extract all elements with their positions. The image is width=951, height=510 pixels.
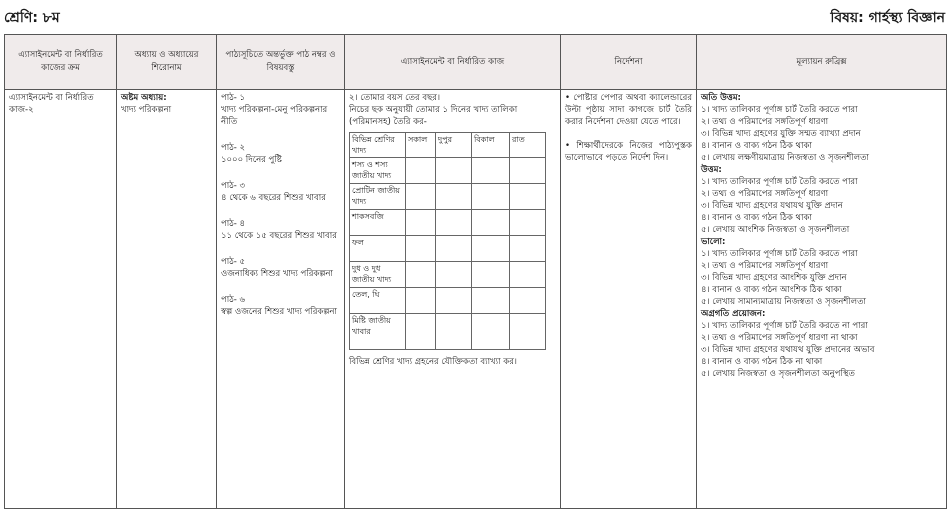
chapter-cell [117, 90, 217, 509]
chapter-number: অষ্টম অধ্যায়: [121, 93, 167, 103]
table-row [5, 90, 947, 509]
rubric-criterion: ৪। বানান ও বাক্য গঠন আংশিক ঠিক থাকা [701, 285, 842, 295]
rubric-criterion: ৫। লেখায় নিজস্বতা ও সৃজনশীলতা অনুপস্থিত [701, 369, 855, 379]
lesson-title: ১০০০ দিনের পুষ্টি [221, 155, 282, 165]
meal-plan-row [350, 314, 546, 350]
rubric-criterion: ১। খাদ্য তালিকার পূর্ণাঙ্গ চার্ট তৈরি করতে পারা [701, 249, 858, 259]
chapter-title: খাদ্য পরিকল্পনা [121, 105, 172, 115]
lesson-item [221, 92, 340, 128]
meal-plan-food-group: মিষ্টি জাতীয় খাবার [350, 314, 406, 350]
col-header-instructions: নির্দেশনা [561, 35, 697, 90]
rubric-criterion: ১। খাদ্য তালিকার পূর্ণাঙ্গ চার্ট তৈরি করতে পারা [701, 105, 858, 115]
rubric-level [701, 308, 942, 380]
subject-label: বিষয়: গার্হস্থ্য বিজ্ঞান [830, 10, 945, 26]
table-header-row [5, 35, 947, 90]
lesson-number: পাঠ- ৩ [221, 181, 246, 191]
meal-plan-header: সকাল [406, 133, 436, 158]
lesson-item [221, 180, 340, 204]
meal-plan-row [350, 262, 546, 288]
rubric-criterion: ৫। লেখায় আংশিক নিজস্বতা ও সৃজনশীলতা [701, 225, 850, 235]
meal-plan-food-group: শস্য ও শস্য জাতীয় খাদ্য [350, 158, 406, 184]
lesson-number: পাঠ- ২ [221, 143, 246, 153]
meal-plan-header-row [350, 133, 546, 158]
assignment-number: এ্যাসাইনমেন্ট বা নির্ধারিত কাজ-২ [9, 93, 94, 115]
task-explanation: বিভিন্ন শ্রেণির খাদ্য গ্রহনের যৌক্তিকতা ব্যাখ্যা কর। [349, 357, 517, 367]
rubric-criterion: ৪। বানান ও বাক্য গঠন ঠিক থাকা [701, 213, 812, 223]
instruction-item: • পোষ্টার পেপার অথবা ক্যালেন্ডারের উল্টা পৃষ্ঠায় সাদা কাগজে চার্ট তৈরি করার নির্দেশনা দেওয়া যেতে পারে। [565, 93, 692, 127]
lesson-title: ওজনাধিক্য শিশুর খাদ্য পরিকল্পনা [221, 269, 333, 279]
rubric-criterion: ৩। বিভিন্ন খাদ্য গ্রহণের যথাযথ যুক্তি প্রদানের অভাব [701, 345, 875, 355]
lesson-title: ১১ থেকে ১৫ বছরের শিশুর খাবার [221, 231, 337, 241]
lesson-title: ৪ থেকে ৬ বছরের শিশুর খাবার [221, 193, 326, 203]
col-header-rubrics: মূল্যায়ন রুব্রিক্স [697, 35, 947, 90]
meal-plan-row [350, 236, 546, 262]
lesson-number: পাঠ- ৫ [221, 257, 246, 267]
meal-plan-food-group: প্রোটিন জাতীয় খাদ্য [350, 184, 406, 210]
lesson-number: পাঠ- ১ [221, 93, 246, 103]
rubric-level [701, 236, 942, 308]
meal-plan-header: বিকাল [472, 133, 510, 158]
lesson-number: পাঠ- ৪ [221, 219, 246, 229]
rubric-criterion: ২। তথ্য ও পরিমাপের সঙ্গতিপূর্ণ ধারণা না থাকা [701, 333, 858, 343]
rubric-level-title: উত্তম: [701, 165, 722, 175]
rubrics-cell [697, 90, 947, 509]
rubric-criterion: ৪। বানান ও বাক্য গঠন ঠিক থাকা [701, 141, 812, 151]
lessons-cell [217, 90, 345, 509]
task-instruction: নিচের ছক অনুযায়ী তোমার ১ দিনের খাদ্য তালিকা (পরিমানসহ) তৈরি কর- [349, 105, 518, 127]
meal-plan-header: বিভিন্ন শ্রেণির খাদ্য [350, 133, 406, 158]
rubric-criterion: ২। তথ্য ও পরিমাপের সঙ্গতিপূর্ণ ধারণা [701, 261, 829, 271]
rubric-criterion: ২। তথ্য ও পরিমাপের সঙ্গতিপূর্ণ ধারণা [701, 189, 829, 199]
col-header-assignment: এ্যাসাইনমেন্ট বা নির্ধারিত কাজের ক্রম [5, 35, 117, 90]
lesson-item [221, 256, 340, 280]
rubric-level-title: অগ্রগতি প্রয়োজন: [701, 309, 766, 319]
lesson-number: পাঠ- ৬ [221, 295, 246, 305]
col-header-task: এ্যাসাইনমেন্ট বা নির্ধারিত কাজ [345, 35, 561, 90]
meal-plan-food-group: শাকসবজি [350, 210, 406, 236]
lesson-title: স্বল্প ওজনের শিশুর খাদ্য পরিকল্পনা [221, 307, 337, 317]
rubric-level-title: ভালো: [701, 237, 726, 247]
rubric-criterion: ৩। বিভিন্ন খাদ্য গ্রহণের আংশিক যুক্তি প্রদান [701, 273, 847, 283]
meal-plan-row [350, 184, 546, 210]
lesson-item [221, 218, 340, 242]
meal-plan-row [350, 210, 546, 236]
meal-plan-table [349, 132, 546, 350]
lesson-item [221, 142, 340, 166]
meal-plan-row [350, 288, 546, 314]
meal-plan-row [350, 158, 546, 184]
meal-plan-header: রাত [510, 133, 546, 158]
assignment-cell [5, 90, 117, 509]
meal-plan-food-group: দুধ ও দুধ জাতীয় খাদ্য [350, 262, 406, 288]
col-header-lessons: পাঠ্যসূচিতে অন্তর্ভুক্ত পাঠ নম্বর ও বিষয়বস্তু [217, 35, 345, 90]
rubric-criterion: ৫। লেখায় সামান্যমাত্রায় নিজস্বতা ও সৃজনশীলতা [701, 297, 866, 307]
rubric-level [701, 164, 942, 236]
class-label: শ্রেণি: ৮ম [4, 10, 60, 26]
col-header-chapter: অধ্যায় ও অধ্যায়ের শিরোনাম [117, 35, 217, 90]
meal-plan-food-group: তেল, ঘি [350, 288, 406, 314]
instruction-item: • শিক্ষার্থীদেরকে নিজের পাঠ্যপুস্তক ভালোভাবে পড়তে নির্দেশ দিন। [565, 141, 692, 163]
task-cell [345, 90, 561, 509]
rubric-criterion: ৫। লেখায় লক্ষণীয়মাত্রায় নিজস্বতা ও সৃজনশীলতা [701, 153, 869, 163]
meal-plan-header: দুপুর [436, 133, 472, 158]
rubric-criterion: ৩। বিভিন্ন খাদ্য গ্রহণের যথাযথ যুক্তি প্রদান [701, 201, 843, 211]
rubric-level-title: অতি উত্তম: [701, 93, 741, 103]
task-intro: ২। তোমার বয়স তের বছর। [349, 93, 440, 103]
rubric-criterion: ১। খাদ্য তালিকার পূর্ণাঙ্গ চার্ট তৈরি করতে না পারা [701, 321, 868, 331]
rubric-level [701, 92, 942, 164]
instructions-cell [561, 90, 697, 509]
lesson-title: খাদ্য পরিকল্পনা-মেনু পরিকল্পনার নীতি [221, 105, 328, 127]
rubric-criterion: ২। তথ্য ও পরিমাপের সঙ্গতিপূর্ণ ধারণা [701, 117, 829, 127]
rubric-criterion: ৪। বানান ও বাক্য গঠন ঠিক না থাকা [701, 357, 823, 367]
meal-plan-food-group: ফল [350, 236, 406, 262]
lesson-item [221, 294, 340, 318]
rubric-criterion: ৩। বিভিন্ন খাদ্য গ্রহণের যুক্তি সম্মত ব্যাখ্যা প্রদান [701, 129, 861, 139]
rubric-criterion: ১। খাদ্য তালিকার পূর্ণাঙ্গ চার্ট তৈরি করতে পারা [701, 177, 858, 187]
assignment-table [4, 34, 947, 509]
